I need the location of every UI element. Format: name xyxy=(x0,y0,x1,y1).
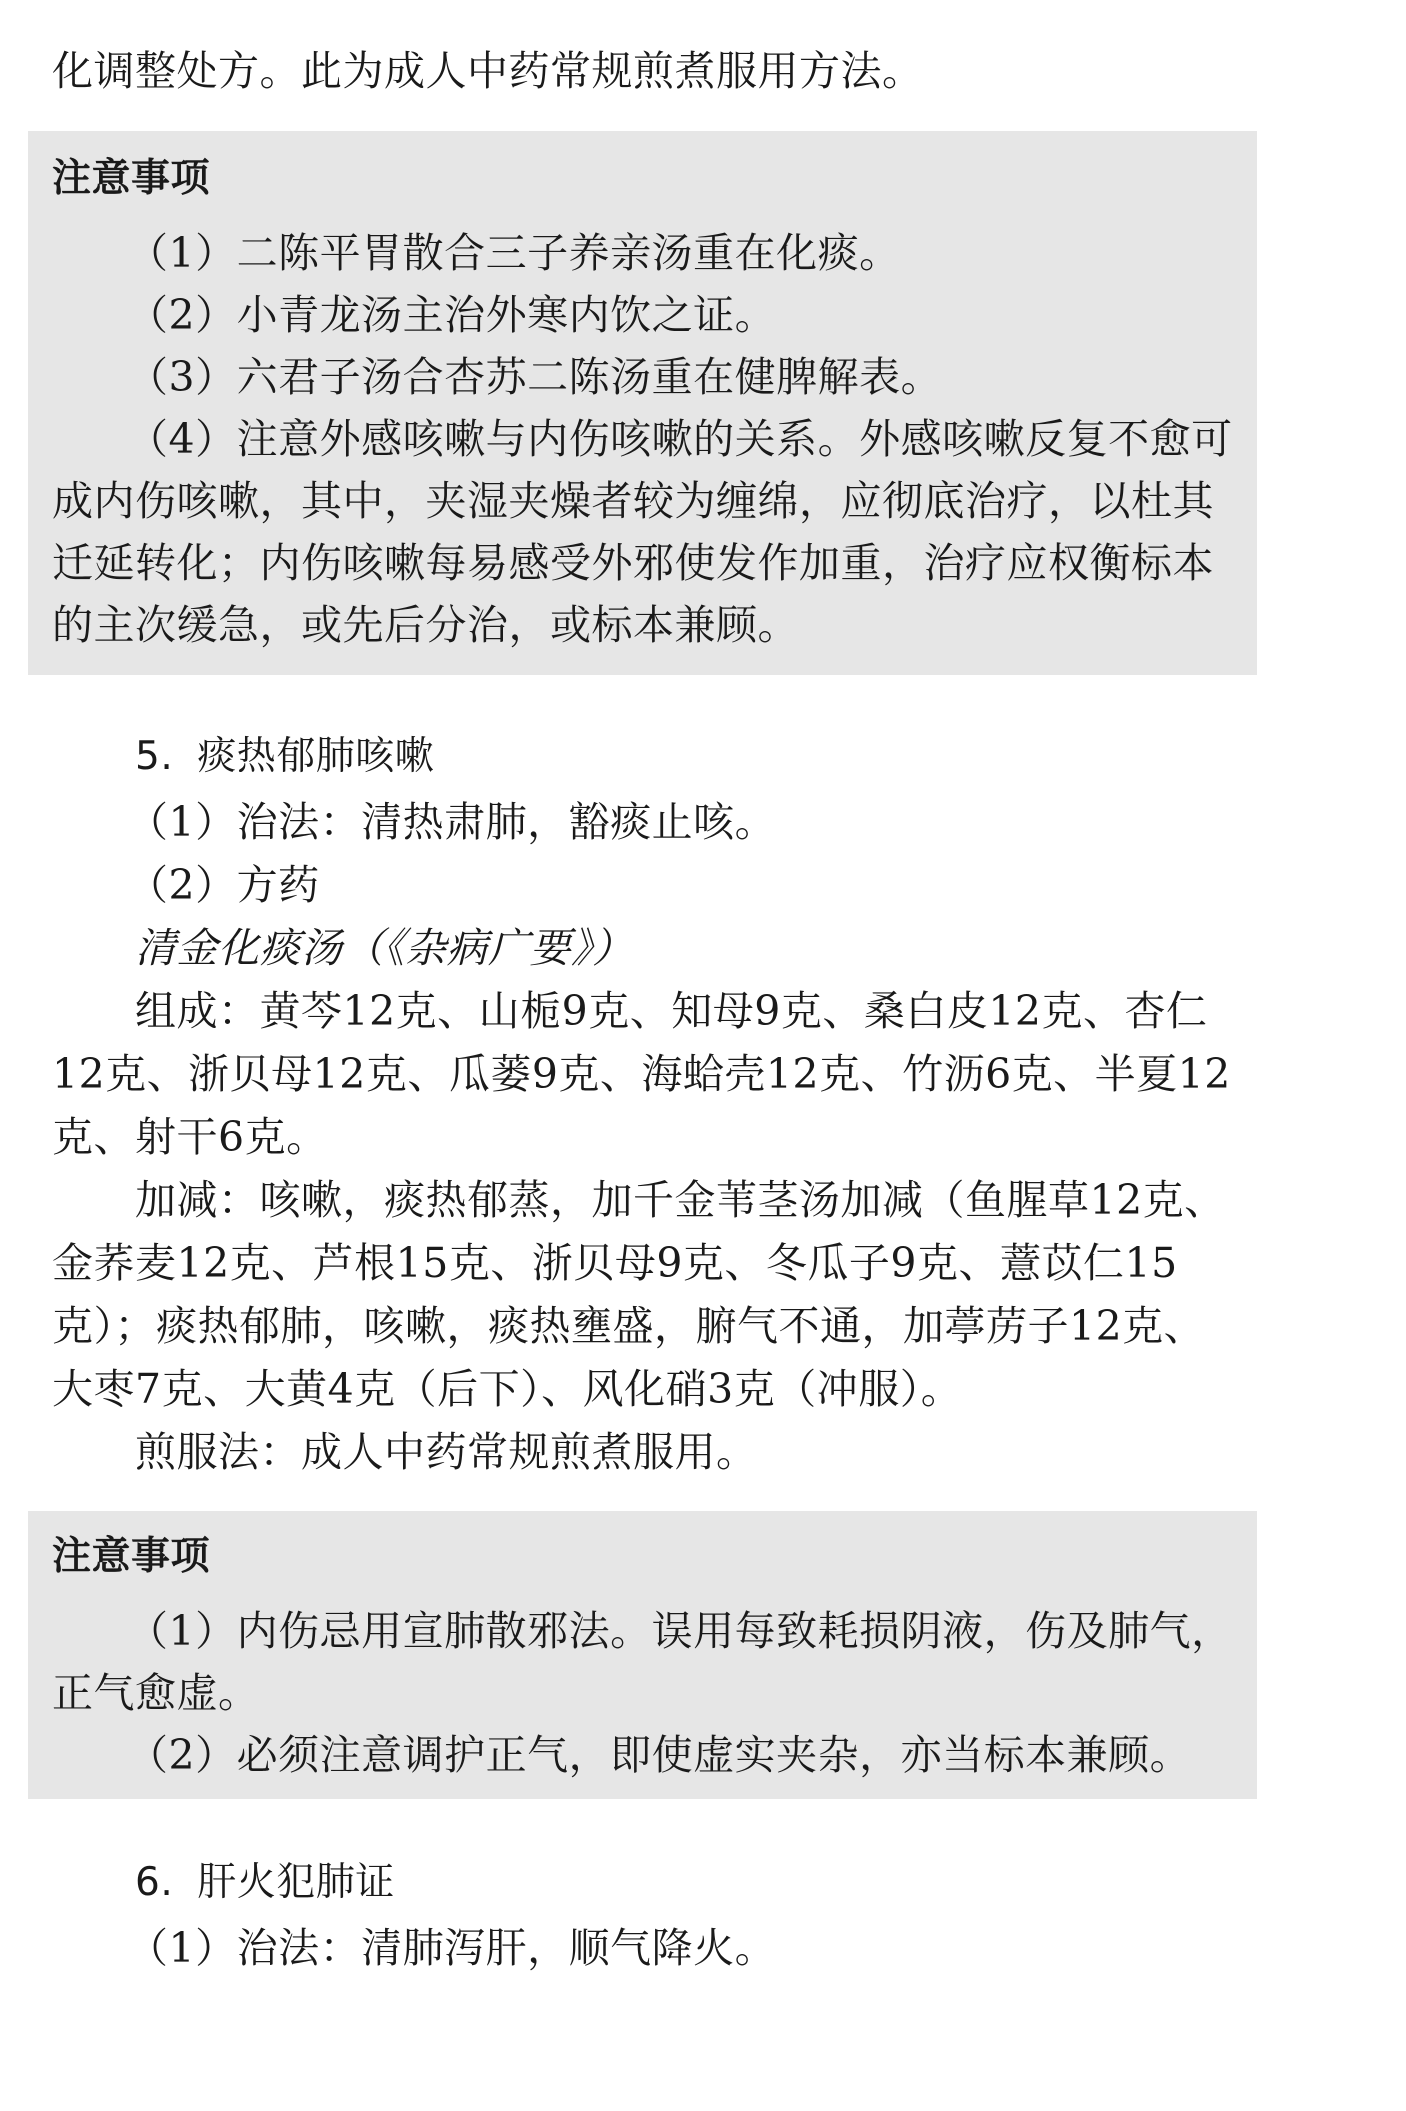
notes-1-item-4-line-1: （4）注意外感咳嗽与内伤咳嗽的关系。外感咳嗽反复不愈可 xyxy=(127,415,1233,463)
notes-1-item-4-line-2: 成内伤咳嗽，其中，夹湿夹燥者较为缠绵，应彻底治疗，以杜其 xyxy=(52,477,1214,525)
notes-1-item-4-line-4: 的主次缓急，或先后分治，或标本兼顾。 xyxy=(52,601,799,649)
modification-line-4: 大枣7克、大黄4克（后下）、风化硝3克（冲服）。 xyxy=(52,1365,963,1413)
section-6-method: （1）治法：清肺泻肝，顺气降火。 xyxy=(127,1924,777,1972)
composition-line-2: 12克、浙贝母12克、瓜蒌9克、海蛤壳12克、竹沥6克、半夏12 xyxy=(52,1050,1231,1098)
section-5-title: 痰热郁肺咳嗽 xyxy=(197,734,435,779)
section-5-number: 5. xyxy=(135,734,174,779)
modification-line-2: 金荞麦12克、芦根15克、浙贝母9克、冬瓜子9克、薏苡仁15 xyxy=(52,1239,1178,1287)
section-5-decoction: 煎服法：成人中药常规煎煮服用。 xyxy=(135,1428,758,1476)
modification-line-1: 加减：咳嗽，痰热郁蒸，加千金苇茎汤加减（鱼腥草12克、 xyxy=(135,1176,1226,1224)
notes-2-item-2: （2）必须注意调护正气，即使虚实夹杂，亦当标本兼顾。 xyxy=(127,1731,1192,1779)
intro-line: 化调整处方。此为成人中药常规煎煮服用方法。 xyxy=(52,47,924,95)
section-5-formula-label: （2）方药 xyxy=(127,861,320,909)
modification-line-3: 克）；痰热郁肺，咳嗽，痰热壅盛，腑气不通，加葶苈子12克、 xyxy=(52,1302,1206,1350)
section-6-heading xyxy=(135,1852,395,1914)
composition-line-1: 组成：黄芩12克、山栀9克、知母9克、桑白皮12克、杏仁 xyxy=(135,987,1208,1035)
notes-1-item-2: （2）小青龙汤主治外寒内饮之证。 xyxy=(127,291,777,339)
notes-1-title: 注意事项 xyxy=(52,156,211,201)
section-5-formula-name: 清金化痰汤（《杂病广要》） xyxy=(135,924,634,972)
section-6-title: 肝火犯肺证 xyxy=(197,1860,395,1905)
section-5-method: （1）治法：清热肃肺，豁痰止咳。 xyxy=(127,798,777,846)
notes-1-item-4-line-3: 迁延转化；内伤咳嗽每易感受外邪使发作加重，治疗应权衡标本 xyxy=(52,539,1214,587)
notes-2-title: 注意事项 xyxy=(52,1534,211,1579)
notes-1-item-3: （3）六君子汤合杏苏二陈汤重在健脾解表。 xyxy=(127,353,943,401)
section-5-heading xyxy=(135,726,434,788)
notes-2-item-1-line-1: （1）内伤忌用宣肺散邪法。误用每致耗损阴液，伤及肺气， xyxy=(127,1607,1233,1655)
composition-line-3: 克、射干6克。 xyxy=(52,1113,328,1161)
notes-2-item-1-line-2: 正气愈虚。 xyxy=(52,1669,260,1717)
notes-1-item-1: （1）二陈平胃散合三子养亲汤重在化痰。 xyxy=(127,229,901,277)
section-6-number: 6. xyxy=(135,1860,174,1905)
